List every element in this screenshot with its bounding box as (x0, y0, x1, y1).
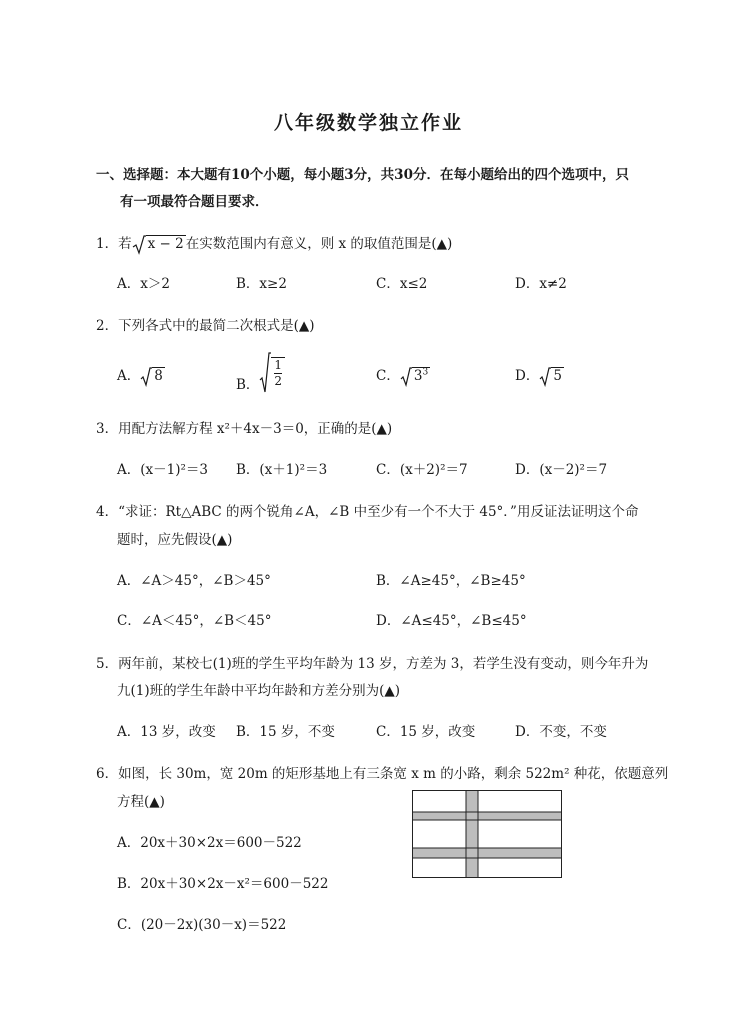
q1-option-c[interactable]: C．x≤2 (376, 276, 428, 292)
q2-option-a-radicand: 8 (154, 368, 163, 384)
q2-option-c-label: C． (376, 368, 400, 384)
page-title: 八年级数学独立作业 (273, 112, 463, 134)
q2-option-a-label: A． (117, 368, 141, 384)
question-4-stem-line2: 题时，应先假设(▲) (117, 532, 233, 548)
q2-option-b-denominator: 2 (274, 374, 283, 388)
base-rectangle (413, 791, 562, 878)
question-3-stem: 3．用配方法解方程 x²＋4x－3＝0，正确的是(▲) (96, 421, 393, 437)
q1-stem-prefix: 1．若 (96, 236, 132, 252)
question-4-stem-line1: 4．“求证：Rt△ABC 的两个锐角∠A，∠B 中至少有一个不大于 45°．”用反证法证明这个命 (96, 504, 639, 520)
q4-option-c[interactable]: C．∠A＜45°，∠B＜45° (117, 613, 272, 629)
question-2-stem: 2．下列各式中的最简二次根式是(▲) (96, 318, 315, 334)
question-1-stem (96, 232, 452, 255)
q2-option-c-radicand (412, 367, 430, 384)
question-6-stem-line1: 6．如图，长 30m，宽 20m 的矩形基地上有三条宽 x m 的小路，剩余 522m² 种花，依题意列 (96, 766, 669, 782)
q2-option-c-base: 3 (413, 368, 423, 384)
q4-option-d[interactable]: D．∠A≤45°，∠B≤45° (376, 613, 527, 629)
question-5-stem-line2: 九(1)班的学生年龄中平均年龄和方差分别为(▲) (117, 683, 401, 699)
sqrt-symbol (132, 235, 146, 255)
q2-option-b-label: B． (236, 376, 260, 393)
q1-option-a[interactable]: A．x＞2 (117, 276, 170, 292)
q5-option-a[interactable]: A．13 岁，改变 (117, 724, 216, 740)
sqrt-symbol (259, 352, 271, 394)
question-6-stem-line2: 方程(▲) (117, 794, 165, 810)
q3-option-a[interactable]: A．(x－1)²＝3 (117, 462, 208, 478)
q2-option-c-exponent: 3 (422, 367, 429, 378)
q2-option-d-label: D． (515, 368, 540, 384)
q1-option-b[interactable]: B．x≥2 (236, 276, 287, 292)
q1-option-d[interactable]: D．x≠2 (515, 276, 567, 292)
q3-option-b[interactable]: B．(x＋1)²＝3 (236, 462, 328, 478)
q2-option-b[interactable] (236, 352, 285, 394)
section-heading-line1: 一、选择题：本大题有10个小题，每小题3分，共30分．在每小题给出的四个选项中，只 (96, 167, 629, 183)
q5-option-d[interactable]: D．不变，不变 (515, 724, 607, 740)
q6-option-c[interactable]: C．(20－2x)(30－x)＝522 (117, 917, 287, 933)
q3-option-c[interactable]: C．(x＋2)²＝7 (376, 462, 468, 478)
horizontal-path-upper (412, 812, 562, 820)
section-heading-line2: 有一项最符合题目要求． (120, 194, 269, 210)
q5-option-b[interactable]: B．15 岁，不变 (236, 724, 335, 740)
horizontal-path-lower (412, 848, 562, 858)
question-5-stem-line1: 5．两年前，某校七(1)班的学生平均年龄为 13 岁，方差为 3，若学生没有变动，则今年升为 (96, 656, 649, 672)
q2-option-c[interactable] (376, 364, 430, 387)
sqrt-symbol (140, 367, 152, 387)
q6-option-b[interactable]: B．20x＋30×2x－x²＝600－522 (117, 876, 329, 892)
q3-option-d[interactable]: D．(x－2)²＝7 (515, 462, 608, 478)
q1-radicand: x − 2 (147, 236, 184, 252)
q2-option-a[interactable] (117, 364, 165, 387)
q4-option-b[interactable]: B．∠A≥45°，∠B≥45° (376, 573, 526, 589)
q6-option-a[interactable]: A．20x＋30×2x＝600－522 (117, 835, 302, 851)
sqrt-symbol (400, 367, 412, 387)
vertical-path (466, 790, 478, 878)
q1-stem-suffix: 在实数范围内有意义，则 x 的取值范围是(▲) (185, 236, 453, 252)
q4-option-a[interactable]: A．∠A＞45°，∠B＞45° (117, 573, 271, 589)
q2-option-d-radicand: 5 (553, 368, 562, 384)
q2-option-d[interactable] (515, 364, 564, 387)
garden-path-figure (412, 790, 562, 878)
q2-option-b-numerator: 1 (274, 358, 283, 372)
q5-option-c[interactable]: C．15 岁，改变 (376, 724, 476, 740)
q2-option-b-fraction (271, 357, 285, 389)
sqrt-symbol (539, 367, 551, 387)
garden-path-diagram (412, 790, 562, 878)
